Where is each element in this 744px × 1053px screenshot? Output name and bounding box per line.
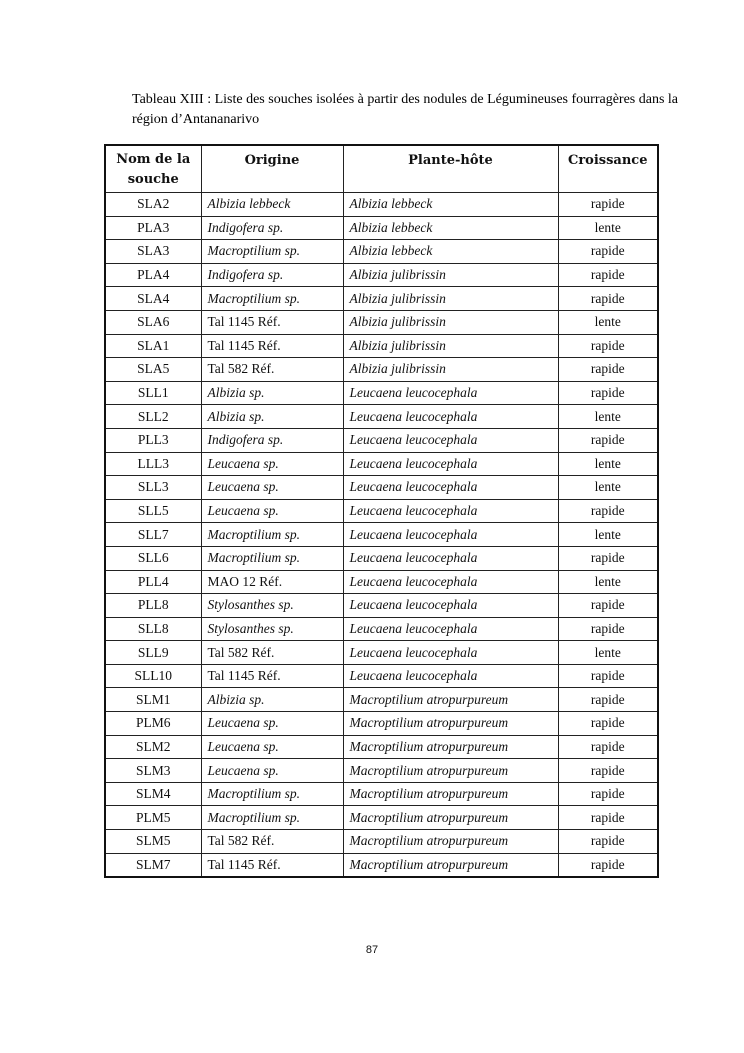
cell-plante-hote: Macroptilium atropurpureum (343, 830, 558, 854)
cell-souche: SLA3 (105, 240, 201, 264)
table-row (105, 546, 658, 570)
cell-souche: SLM1 (105, 688, 201, 712)
cell-souche: SLA2 (105, 193, 201, 217)
cell-croissance: lente (558, 641, 658, 665)
table-row (105, 853, 658, 877)
table-row (105, 405, 658, 429)
cell-souche: SLL9 (105, 641, 201, 665)
cell-souche: PLA4 (105, 263, 201, 287)
cell-croissance: rapide (558, 240, 658, 264)
cell-croissance: lente (558, 216, 658, 240)
cell-origine: Tal 582 Réf. (201, 641, 343, 665)
cell-souche: SLM3 (105, 759, 201, 783)
cell-plante-hote: Macroptilium atropurpureum (343, 853, 558, 877)
cell-origine: Tal 582 Réf. (201, 830, 343, 854)
cell-souche: SLM7 (105, 853, 201, 877)
cell-origine: MAO 12 Réf. (201, 570, 343, 594)
cell-plante-hote: Albizia julibrissin (343, 287, 558, 311)
table-row (105, 735, 658, 759)
cell-origine: Tal 1145 Réf. (201, 853, 343, 877)
cell-plante-hote: Leucaena leucocephala (343, 452, 558, 476)
cell-plante-hote: Leucaena leucocephala (343, 546, 558, 570)
cell-origine: Macroptilium sp. (201, 782, 343, 806)
cell-origine: Albizia sp. (201, 381, 343, 405)
table-row (105, 712, 658, 736)
cell-plante-hote: Leucaena leucocephala (343, 405, 558, 429)
cell-croissance: rapide (558, 287, 658, 311)
cell-souche: SLL5 (105, 499, 201, 523)
cell-plante-hote: Leucaena leucocephala (343, 499, 558, 523)
cell-plante-hote: Albizia julibrissin (343, 358, 558, 382)
cell-souche: PLL8 (105, 594, 201, 618)
cell-origine: Indigofera sp. (201, 428, 343, 452)
cell-croissance: lente (558, 476, 658, 500)
cell-souche: LLL3 (105, 452, 201, 476)
cell-origine: Leucaena sp. (201, 759, 343, 783)
table-row (105, 334, 658, 358)
cell-croissance: rapide (558, 381, 658, 405)
header-souche-line2: souche (127, 172, 179, 187)
cell-origine: Macroptilium sp. (201, 523, 343, 547)
cell-origine: Leucaena sp. (201, 476, 343, 500)
table-row (105, 664, 658, 688)
header-souche-line1: Nom de la (116, 152, 191, 167)
cell-croissance: rapide (558, 358, 658, 382)
table-row (105, 452, 658, 476)
table-row (105, 617, 658, 641)
cell-plante-hote: Albizia julibrissin (343, 310, 558, 334)
cell-plante-hote: Macroptilium atropurpureum (343, 782, 558, 806)
table-row (105, 240, 658, 264)
cell-plante-hote: Leucaena leucocephala (343, 381, 558, 405)
cell-croissance: lente (558, 523, 658, 547)
cell-souche: SLL3 (105, 476, 201, 500)
table-row (105, 216, 658, 240)
table-caption: Tableau XIII : Liste des souches isolées à partir des nodules de Légumineuses fourragères dans la région d’Antananarivo (132, 92, 679, 127)
header-croissance: Croissance (558, 145, 658, 193)
table-row (105, 499, 658, 523)
strains-table-container (104, 144, 657, 878)
cell-souche: SLL7 (105, 523, 201, 547)
cell-croissance: rapide (558, 664, 658, 688)
cell-origine: Leucaena sp. (201, 712, 343, 736)
cell-plante-hote: Leucaena leucocephala (343, 570, 558, 594)
cell-croissance: rapide (558, 617, 658, 641)
cell-souche: SLL10 (105, 664, 201, 688)
cell-souche: SLA6 (105, 310, 201, 334)
cell-origine: Macroptilium sp. (201, 806, 343, 830)
cell-souche: PLL3 (105, 428, 201, 452)
cell-plante-hote: Leucaena leucocephala (343, 664, 558, 688)
cell-souche: SLA5 (105, 358, 201, 382)
table-row (105, 263, 658, 287)
cell-plante-hote: Leucaena leucocephala (343, 594, 558, 618)
table-row (105, 193, 658, 217)
cell-croissance: lente (558, 452, 658, 476)
table-row (105, 310, 658, 334)
cell-souche: SLA4 (105, 287, 201, 311)
cell-plante-hote: Albizia julibrissin (343, 263, 558, 287)
cell-plante-hote: Macroptilium atropurpureum (343, 688, 558, 712)
header-origine: Origine (201, 145, 343, 193)
cell-souche: PLA3 (105, 216, 201, 240)
cell-plante-hote: Albizia lebbeck (343, 216, 558, 240)
cell-croissance: rapide (558, 594, 658, 618)
cell-croissance: rapide (558, 546, 658, 570)
cell-souche: PLL4 (105, 570, 201, 594)
strains-table (104, 144, 659, 878)
cell-plante-hote: Leucaena leucocephala (343, 617, 558, 641)
table-row (105, 688, 658, 712)
cell-croissance: rapide (558, 263, 658, 287)
cell-croissance: rapide (558, 712, 658, 736)
cell-plante-hote: Macroptilium atropurpureum (343, 712, 558, 736)
cell-croissance: rapide (558, 334, 658, 358)
cell-origine: Albizia sp. (201, 688, 343, 712)
cell-plante-hote: Albizia lebbeck (343, 193, 558, 217)
cell-souche: SLL2 (105, 405, 201, 429)
cell-souche: PLM5 (105, 806, 201, 830)
table-body (105, 193, 658, 878)
cell-origine: Leucaena sp. (201, 499, 343, 523)
cell-origine: Tal 582 Réf. (201, 358, 343, 382)
cell-croissance: rapide (558, 428, 658, 452)
cell-origine: Stylosanthes sp. (201, 617, 343, 641)
cell-croissance: lente (558, 405, 658, 429)
cell-plante-hote: Macroptilium atropurpureum (343, 806, 558, 830)
cell-croissance: rapide (558, 759, 658, 783)
cell-croissance: rapide (558, 688, 658, 712)
cell-souche: SLL1 (105, 381, 201, 405)
cell-plante-hote: Albizia lebbeck (343, 240, 558, 264)
table-row (105, 830, 658, 854)
table-row (105, 381, 658, 405)
cell-plante-hote: Macroptilium atropurpureum (343, 759, 558, 783)
cell-plante-hote: Albizia julibrissin (343, 334, 558, 358)
cell-plante-hote: Leucaena leucocephala (343, 428, 558, 452)
cell-croissance: lente (558, 310, 658, 334)
cell-croissance: rapide (558, 806, 658, 830)
cell-croissance: rapide (558, 193, 658, 217)
cell-plante-hote: Leucaena leucocephala (343, 476, 558, 500)
cell-origine: Stylosanthes sp. (201, 594, 343, 618)
header-plante-hote: Plante-hôte (343, 145, 558, 193)
table-row (105, 523, 658, 547)
cell-origine: Macroptilium sp. (201, 546, 343, 570)
table-header-row (105, 145, 658, 193)
cell-souche: PLM6 (105, 712, 201, 736)
cell-croissance: rapide (558, 735, 658, 759)
cell-souche: SLM4 (105, 782, 201, 806)
table-row (105, 759, 658, 783)
cell-origine: Tal 1145 Réf. (201, 334, 343, 358)
cell-croissance: rapide (558, 830, 658, 854)
cell-origine: Tal 1145 Réf. (201, 664, 343, 688)
cell-souche: SLL8 (105, 617, 201, 641)
table-row (105, 428, 658, 452)
header-souche (105, 145, 201, 193)
cell-souche: SLA1 (105, 334, 201, 358)
cell-origine: Leucaena sp. (201, 452, 343, 476)
cell-origine: Macroptilium sp. (201, 287, 343, 311)
page-number: 87 (365, 944, 379, 956)
cell-croissance: rapide (558, 782, 658, 806)
table-row (105, 358, 658, 382)
cell-croissance: rapide (558, 853, 658, 877)
cell-origine: Albizia sp. (201, 405, 343, 429)
table-row (105, 476, 658, 500)
cell-origine: Indigofera sp. (201, 263, 343, 287)
table-row (105, 594, 658, 618)
cell-origine: Macroptilium sp. (201, 240, 343, 264)
cell-souche: SLL6 (105, 546, 201, 570)
cell-croissance: lente (558, 570, 658, 594)
table-row (105, 782, 658, 806)
cell-plante-hote: Leucaena leucocephala (343, 523, 558, 547)
table-row (105, 641, 658, 665)
cell-origine: Leucaena sp. (201, 735, 343, 759)
cell-plante-hote: Leucaena leucocephala (343, 641, 558, 665)
cell-croissance: rapide (558, 499, 658, 523)
table-row (105, 806, 658, 830)
cell-plante-hote: Macroptilium atropurpureum (343, 735, 558, 759)
table-row (105, 287, 658, 311)
table-row (105, 570, 658, 594)
cell-souche: SLM2 (105, 735, 201, 759)
cell-origine: Indigofera sp. (201, 216, 343, 240)
cell-origine: Albizia lebbeck (201, 193, 343, 217)
cell-origine: Tal 1145 Réf. (201, 310, 343, 334)
cell-souche: SLM5 (105, 830, 201, 854)
